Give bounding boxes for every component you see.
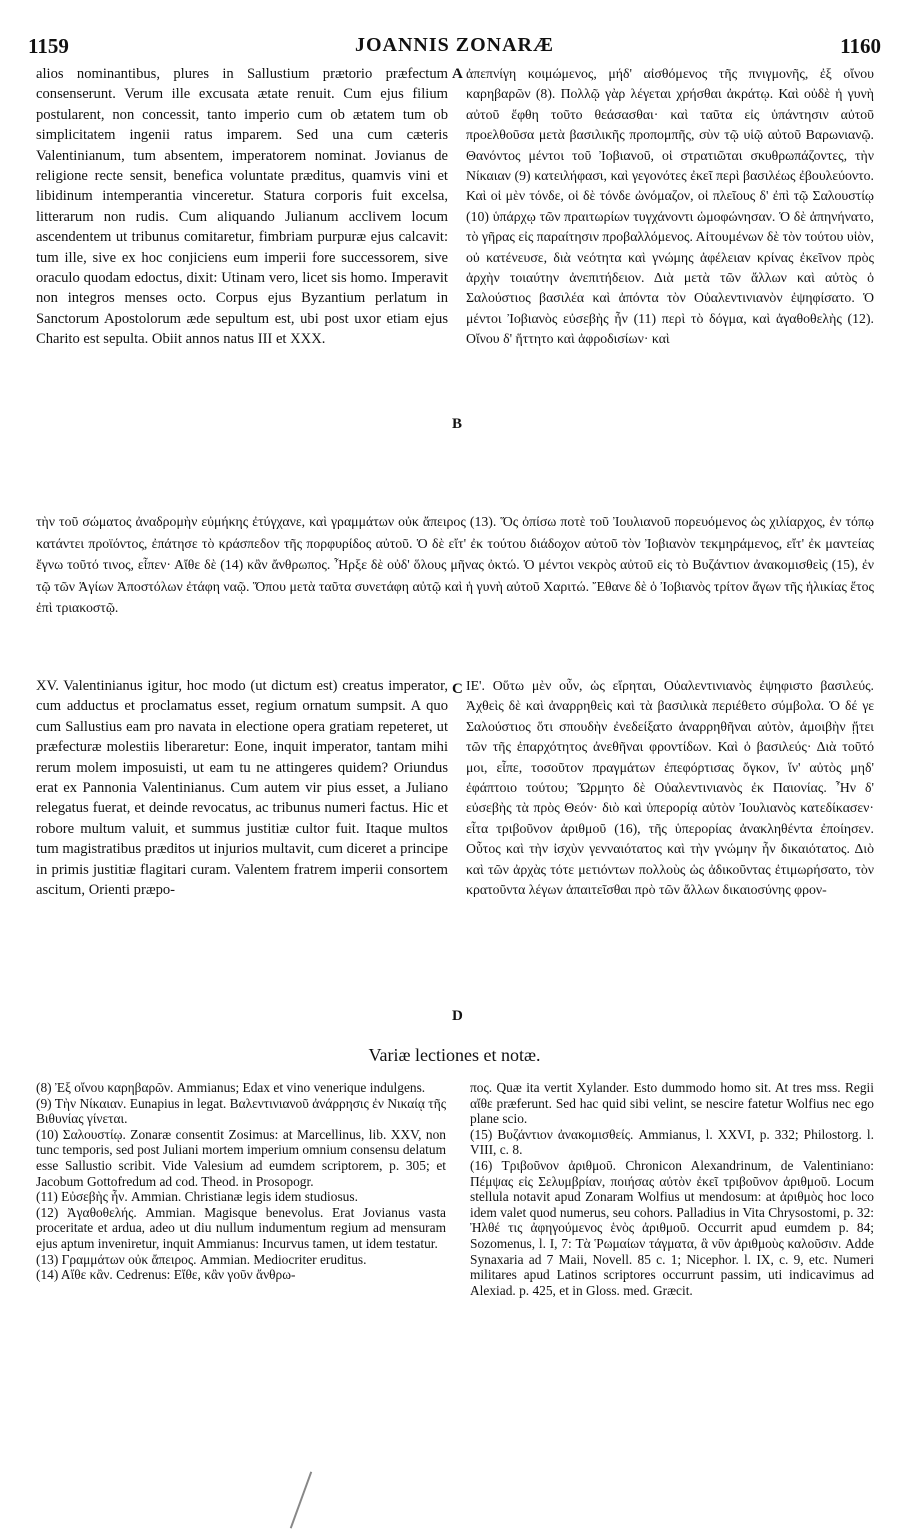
greek-full-paragraph: τὴν τοῦ σώματος ἀναδρομὴν εὐμήκης ἐτύγχανε, καὶ γραμμάτων οὐκ ἄπειρος (13). Ὅς ὀπίσω ποτὲ τοῦ Ἰουλιανοῦ πορευόμενος ὡς χιλίαρχος, ἐν τόπῳ κατάντει προϊόντος, ἐπάτησε τὸ κράσπεδον τῆς πορφυρίδος αὐτοῦ. Ὁ δὲ εἴτ' ἐκ τούτου διάδοχον αὐτοῦ τὸν Ἰοβιανὸν τεκμηράμενος, εἴτ' ἐκ μαντείας ἔγνω τοῦτό τινος, εἶπεν· Αἴθε δὲ (14) κἂν ἄνθρωπος. Ἦρξε δὲ οὐδ' ὅλους μῆνας ὀκτώ. Ὁ μέντοι νεκρὸς αὐτοῦ εἰς τὸ Βυζάντιον ἀνακομισθεὶς (15), ἐν τῷ τῶν Ἁγίων Ἀποστόλων ἐτάφη ναῷ. Ὅπου μετὰ ταῦτα συνετάφη αὐτῷ καὶ ἡ γυνὴ αὐτοῦ Χαριτώ. Ἔθανε δὲ ὁ Ἰοβιανὸς τρίτον ἄγων τῆς ἡλικίας ἔτος ἐπὶ τριακοστῷ.: [36, 514, 874, 616]
note-entry: (10) Σαλουστίῳ. Zonaræ consentit Zosimus: at Marcellinus, lib. XXV, non tunc temporis, sed post Juliani mortem imperium omnium consensu delatum esse Sallustio scribit. Vide Valesium ad eumdem scriptorem, p. 305; et Jacobum Gottofredum ad cod. Theod. in Prosopogr.: [36, 1126, 446, 1189]
greek-column-top: [466, 64, 874, 350]
notes-heading: Variæ lectiones et notæ.: [368, 1045, 541, 1065]
margin-marker-b: B: [452, 416, 463, 432]
note-entry: (9) Τὴν Νίκαιαν. Eunapius in legat. Βαλεντινιανοῦ ἀνάρρησις ἐν Νικαίᾳ τῆς Βιθυνίας γίνεται.: [36, 1095, 446, 1127]
greek-paragraph-1: ἀπεπνίγη κοιμώμενος, μήδ' αἰσθόμενος τῆς πνιγμονῆς, ἐξ οἴνου καρηβαρῶν (8). Πολλῷ γὰρ λέγεται χρήσθαι ἀκράτῳ. Καὶ οὐδὲ ἡ γυνὴ αὐτοῦ ἔφθη τοῦτο θεάσασθαι· καὶ ταῦτα εἰς ὑπάντησιν αὐτοῦ προελθοῦσα μετὰ βασιλικῆς προπομπῆς, σὺν τῷ υἱῷ αὐτοῦ Βαρωνιανῷ. Θανόντος μέντοι τοῦ Ἰοβιανοῦ, οἱ στρατιῶται σκυθρωπάζοντες, τὴν Νίκαιαν (9) κατειλήφασι, καὶ γεγονότες ἐκεῖ περὶ βασιλέως ἐβουλεύοντο. Καὶ οἱ μὲν τόνδε, οἱ δὲ τόνδε ὠνόμαζον, οἱ πλεῖους δ' ἐπὶ τῷ Σαλουστίῳ (10) ὑπάρχῳ τῶν πραιτωρίων τυγχάνοντι ὡμοφώνησαν. Ὁ δὲ ἀπηνήνατο, τὸ γῆρας εἰς παραίτησιν προβαλλόμενος. Αἰτουμένων δὲ τὸν τούτου υἱὸν, οὐ κατένευσε, διὰ νεότητα καὶ γνώμης ἀφέλειαν κρίνας ἐκεῖνον πρὸς ἀρχὴν τοιαύτην ἀνεπιτήδειον. Διὰ μετὰ τῶν ἄλλων καὶ αὐτὸς ὁ Σαλούστιος βασιλέα καὶ ἀπόντα τὸν Οὐαλεντινιανὸν ἐψηφίσατο. Ὁ μέντοι Ἰοβιανὸς εὐσεβὴς ἦν (11) περὶ τὸ δόγμα, καὶ ἀγαθοθελὴς (12). Οἴνου δ' ἥττητο καὶ ἀφροδισίων· καὶ: [466, 66, 874, 347]
note-entry: (8) Ἐξ οἴνου καρηβαρῶν. Ammianus; Edax et vino venerique indulgens.: [36, 1080, 426, 1095]
note-entry: πος. Quæ ita vertit Xylander. Esto dummodo homo sit. At tres mss. Regii αἴθε præferunt. Sed hac quid sibi velint, se nescire fatetur Wolfius nec ego plane scio.: [470, 1080, 874, 1127]
greek-column-bottom: [466, 676, 874, 900]
note-entry: (16) Τριβοῦνον ἀριθμοῦ. Chronicon Alexandrinum, de Valentiniano: Πέμψας εἰς Σελυμβρίαν, ποιήσας αὐτὸν ἐκεῖ τριβοῦνον ἀριθμοῦ. Locum stellula notavit apud Zonaram Wolfius ut mendosum: at ἀριθμὸς hoc loco idem valet quod numerus, seu cohors. Palladius in Vita Chrysostomi, p. 32: Ἠλθέ τις ἀφηγούμενος ἑνὸς ἀριθμοῦ. Occurrit apud eumdem p. 84; Sozomenus, l. I, 7: Τὰ Ῥωμαίων τάγματα, ἃ νῦν ἀριθμοὺς καλοῦσιν. Adde Synaxaria ad 7 Maii, Novell. 85 c. 1; Nicephor. l. IX, c. 9, etc. Numeri militares apud Latinos scriptores occurrunt passim, uti indicavimus ad Alexiad. p. 425, et in Gloss. med. Græcit.: [470, 1157, 874, 1298]
note-entry: (13) Γραμμάτων οὐκ ἄπειρος. Ammian. Mediocriter eruditus.: [36, 1251, 367, 1267]
page-header: [28, 34, 881, 60]
notes-right-column: [470, 1080, 874, 1298]
greek-paragraph-2: ΙΕ'. Οὕτω μὲν οὖν, ὡς εἴρηται, Οὐαλεντινιανὸς ἐψηφιστο βασιλεύς. Ἀχθεὶς δὲ καὶ ἀναρρηθεὶς καὶ τὰ βασιλικὰ περιέθετο σύμβολα. Ὁ δέ γε Σαλούστιος ὅτι σπουδὴν ἐνεδείξατο ἀναρρηθῆναι αὐτὸν, ἀμοιβὴν ᾔτει τῶν τῆς ἐπαρχότητος ἀνεθῆναι φροντίδων. Καὶ ὁ βασιλεύς· Διὰ τοῦτό μοι, εἶπε, τοσοῦτον πραγμάτων ἐπεφόρτισας ὄγκον, ἵν' αὐτὸς μηδ' ἐφάπτοιο τούτου; Ὥρμητο δὲ Οὐαλεντινιανὸς ἐκ Παιονίας. Ἦν δ' εὐσεβὴς τὰ πρὸς Θεόν· διὸ καὶ ὑπερορίᾳ αὐτὸν Ἰουλιανὸς κατεδίκασεν· εἶτα τριβοῦνον ἀριθμοῦ (16), τῆς ὑπερορίας ἀνακληθέντα ἐποίησεν. Οὗτος καὶ τὴν ἰσχὺν γενναιότατος καὶ τὴν γνώμην ἦν δικαιότατος. Διὸ καὶ τῶν ἀρχὰς τότε μετιόντων πολλοὺς ὡς ἀδικοῦντας ἐτιμωρήσατο, τὸν κρατοῦντα λέγων ἀπαιτεῖσθαι πρὸ τῶν ἄλλων δικαιοσύνης φρον-: [466, 678, 874, 898]
note-entry: (15) Βυζάντιον ἀνακομισθείς. Ammianus, l. XXVI, p. 332; Philostorg. l. VIII, c. 8.: [470, 1126, 874, 1158]
greek-full-width-block: [36, 511, 874, 619]
latin-paragraph-1: alios nominantibus, plures in Sallustium prætorio præfectum consenserunt. Verum ille excusata ætate renuit. Cum ejus filium postularent, non concessit, tanto imperio cum ob ætatem tum ob simplicitatem ingenii ratus imparem. Sed una cum cæteris Valentinianum, tum absentem, imperatorem nominat. Jovianus de religione recte sensit, benefica voluntate præditus, quamvis vini et libidinum intemperantia vinceretur. Statura corporis fuit excelsa, litterarum non rudis. Cum aliquando Julianum acclivem locum ascendentem ut tribunus comitaretur, fimbriam purpuræ ejus calcavit: tum ille, sive ex hoc conjiciens eum imperii fore successorem, sive oraculo quodam edoctus, dixit: Utinam vero, licet sis homo. Imperavit non integros menses octo. Corpus ejus Byzantium perlatum in Sanctorum Apostolorum æde sepultum est, ubi post uxor etiam ejus Charito est sepulta. Obiit annos natus III et XXX.: [36, 66, 448, 348]
margin-marker-d: D: [452, 1008, 463, 1024]
running-title: JOANNIS ZONARÆ: [354, 34, 555, 56]
note-entry: (11) Εὐσεβὴς ἦν. Ammian. Christianæ legis idem studiosus.: [36, 1189, 358, 1205]
notes-left-column: [36, 1080, 446, 1283]
latin-paragraph-2: XV. Valentinianus igitur, hoc modo (ut dictum est) creatus imperator, cum adductus et proclamatus esset, regium ornatum sumpsit. A quo cum Sallustius eam pro navata in electione opera gratiam repeteret, ut præfecturæ molestiis liberaretur: Eone, inquit imperator, tantam mihi rerum molem imposuisti, ut eam tu ne attingeres quidem? Oriundus erat ex Pannonia Valentinianus. Cum autem vir pius esset, a Juliano relegatus fuerat, et deinde revocatus, ac tribunus numeri factus. Hic et robore multum valuit, et summus justitiæ cultor fuit. Itaque multos tum magistratibus præditos ut injurios multavit, cum diceret a principe in primis justitiæ flagitari curam. Valentem fratrem imperii consortem ascitum, Orienti præpo-: [36, 678, 448, 899]
margin-marker-c: C: [452, 681, 463, 697]
page-number-right: 1160: [840, 34, 881, 58]
note-entry: (14) Αἴθε κἂν. Cedrenus: Εἴθε, κἂν γοῦν ἄνθρω-: [36, 1267, 296, 1283]
margin-marker-a: A: [452, 66, 463, 82]
page-number-left: 1159: [28, 34, 69, 58]
latin-column-top: [36, 64, 448, 350]
latin-column-bottom: [36, 676, 448, 900]
stray-pen-mark: [290, 1471, 312, 1528]
note-entry: (12) Ἀγαθοθελής. Ammian. Magisque benevolus. Erat Jovianus vasta proceritate et ardua, adeo ut diu nullum indumentum regium ad mensuram ejus aptum inveniretur, inquit Ammianus: Incurvus tamen, ut idem testatur.: [36, 1204, 446, 1251]
